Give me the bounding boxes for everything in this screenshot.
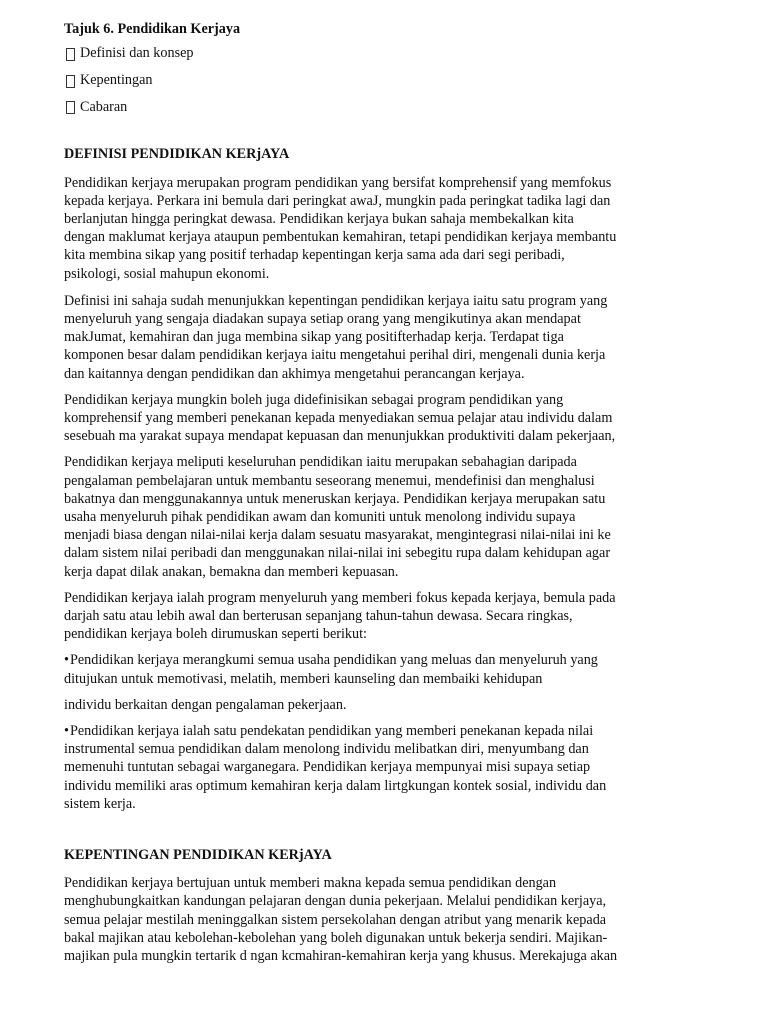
topic-item <box>64 98 676 116</box>
topic-label: Kepentingan <box>80 71 153 88</box>
document-body <box>64 20 676 965</box>
topic-label: Cabaran <box>80 98 128 115</box>
bullet-text: Pendidikan kerjaya merangkumi semua usaha pendidikan yang meluas dan menyeluruh yang ditujukan untuk memotivasi, melatih, memberi kaunseling dan membaiki kehidupan <box>64 652 598 687</box>
bullet-icon: • <box>64 652 69 669</box>
paragraph: Pendidikan kerjaya meliputi keseluruhan pendidikan iaitu merupakan sebahagian daripada pengalaman pembelajaran untuk membantu seseorang menemui, mendefinisi dan menghalusi bakatnya dan menggunakannya untuk meneruskan kerjaya. Pendidikan kerjaya merupakan satu usaha menyeluruh pihak pendidikan awam dan komuniti untuk menolong individu supaya menjadi biasa dengan nilai-nilai kerja dalam sesuatu masyarakat, mengintegrasi nilai-nilai ini ke dalam sistem nilai peribadi dan menggunakan nilai-nilai ini sebegitu rupa dalam kehidupan agar kerja dapat dilak anakan, bemakna dan memberi kepuasan. <box>64 454 611 580</box>
topic-item <box>64 44 676 62</box>
paragraph: Pendidikan kerjaya mungkin boleh juga didefinisikan sebagai program pendidikan yang komprehensif yang memberi penekanan kepada menyediakan semua pelajar atau individu dalam sesebuah ma yarakat supaya mendapat kepuasan dan menunjukkan produktiviti dalam pekerjaan, <box>64 391 616 445</box>
section-heading-definisi: DEFINISI PENDIDIKAN KERjAYA <box>64 146 290 163</box>
section-heading-kepentingan: KEPENTINGAN PENDIDIKAN KERjAYA <box>64 847 332 864</box>
checkbox-icon <box>66 101 75 114</box>
paragraph: Pendidikan kerjaya bertujuan untuk memberi makna kepada semua pendidikan dengan menghubungkaitkan kandungan pelajaran dengan dunia pekerjaan. Melalui pendidikan kerjaya, semua pelajar mestilah meninggalkan sistem persekolahan dengan atribut yang menarik kepada bakal majikan atau kebolehan-kebolehan yang boleh digunakan untuk bekerja sendiri. Majikan- majikan pula mungkin tertarik d ngan kcmahiran-kemahiran kerja yang khusus. Merekajuga akan <box>64 875 618 965</box>
document-title: Tajuk 6. Pendidikan Kerjaya <box>64 21 241 37</box>
bullet-icon: • <box>64 723 69 739</box>
bullet-item <box>64 722 676 813</box>
paragraph: Pendidikan kerjaya merupakan program pendidikan yang bersifat komprehensif yang memfokus kepada kerjaya. Perkara ini bemula dari peringkat awaJ, mungkin pada peringkat tadika lagi dan berlanjutan hingga peringkat dewasa. Pendidikan kerjaya bukan sahaja membekalkan kita dengan maklumat kerjaya ataupun pembentukan kemahiran, tetapi pendidikan kerjaya membantu kita membina sikap yang positif terhadap kepentingan kerja sama ada dari segi peribadi, psikologi, sosial mahupun ekonomi. <box>64 174 617 282</box>
spacer <box>64 124 676 145</box>
checkbox-icon <box>66 75 75 88</box>
paragraph: Pendidikan kerjaya ialah program menyeluruh yang memberi fokus kepada kerjaya, bemula pada darjah satu atau lebih awal dan berterusan sepanjang tahun-tahun dewasa. Secara ringkas, pendidikan kerjaya boleh dirumuskan seperti berikut: <box>64 589 616 643</box>
bullet-continuation: individu berkaitan dengan pengalaman pekerjaan. <box>64 696 347 713</box>
topic-item <box>64 71 676 89</box>
bullet-item <box>64 651 676 687</box>
checkbox-icon <box>66 48 75 61</box>
bullet-text: Pendidikan kerjaya ialah satu pendekatan pendidikan yang memberi penekanan kepada nilai instrumental semua pendidikan dalam menolong individu melibatkan diri, menyumbang dan memenuhi tuntutan sebagai warganegara. Pendidikan kerjaya mempunyai misi supaya setiap individu memiliki aras optimum kemahiran kerja dalam lirtgkungan kontek sosial, individu dan sistem kerja. <box>64 723 607 812</box>
topic-label: Definisi dan konsep <box>80 45 194 62</box>
spacer <box>64 813 676 846</box>
paragraph: Definisi ini sahaja sudah menunjukkan kepentingan pendidikan kerjaya iaitu satu program yang menyeluruh yang sengaja diadakan supaya setiap orang yang mengikutinya akan mendapat makJumat, kemahiran dan juga membina sikap yang positifterhadap kerja. Terdapat tiga komponen besar dalam pendidikan kerjaya iaitu mengetahui perihal diri, mengenali dunia kerja dan kaitannya dengan pendidikan dan akhimya mengetahui perancangan kerjaya. <box>64 292 608 382</box>
